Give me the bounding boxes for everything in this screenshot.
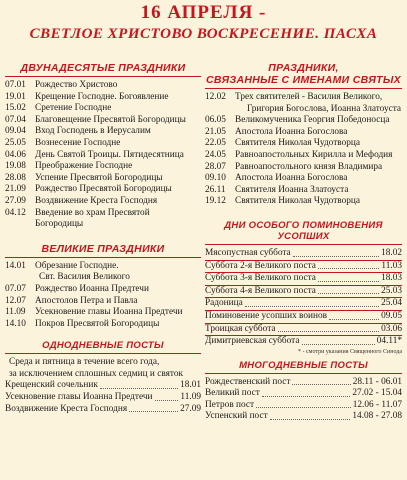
left-column (5, 62, 201, 415)
item-date: 07.04 (5, 114, 26, 125)
item-name: Апостола Иоанна Богослова (235, 126, 348, 137)
multi-day-fasts-list (205, 377, 402, 423)
item-name: Апостола Иоанна Богослова (235, 173, 348, 184)
memorial-days-heading: ДНИ ОСОБОГО ПОМИНОВЕНИЯ УСОПШИХ (205, 220, 402, 245)
list-item (5, 115, 201, 127)
title-line-1: 16 АПРЕЛЯ - (140, 2, 267, 23)
item-date: 21.05 (205, 126, 226, 137)
item-date: 27.09 (5, 195, 26, 206)
item-name: Усекновение главы Иоанна Предтечи (35, 307, 183, 318)
item-name: Суббота 2-я Великого поста (205, 260, 316, 271)
item-value: 27.09 (180, 403, 201, 414)
list-item (205, 162, 402, 174)
item-name: Поминовение усопших воинов (205, 310, 327, 321)
named-feasts-heading-1: ПРАЗДНИКИ, (268, 62, 339, 74)
item-name: Свт. Василия Великого (39, 272, 130, 283)
named-feasts-list (205, 92, 402, 208)
list-item (205, 324, 402, 337)
item-name: День Святой Троицы. Пятидесятница (35, 149, 184, 160)
item-value: 03.06 (381, 323, 402, 334)
one-day-fasts-heading: ОДНОДНЕВНЫЕ ПОСТЫ (5, 340, 201, 354)
item-value: 28.11 - 06.01 (352, 376, 402, 387)
item-value: 18.03 (381, 273, 402, 284)
item-name: Вознесение Господне (35, 137, 121, 148)
item-name: Суббота 3-я Великого поста (205, 273, 316, 284)
item-name: Мясопустная суббота (205, 247, 291, 258)
item-value: 11.03 (381, 260, 402, 271)
list-item (205, 185, 402, 197)
list-item (5, 184, 201, 196)
list-item (205, 336, 402, 348)
list-item (205, 104, 402, 116)
item-value: 27.02 - 15.04 (352, 388, 402, 399)
item-name: Апостолов Петра и Павла (35, 295, 138, 306)
right-column (205, 62, 402, 423)
item-name: Воздвижение Креста Господня (5, 403, 128, 414)
item-name: Равноапостольных Кирилла и Мефодия (235, 149, 393, 160)
item-value: 12.06 - 11.07 (352, 399, 402, 410)
item-date: 15.02 (5, 103, 26, 114)
item-name: Обрезание Господне. (35, 260, 119, 271)
list-item (205, 173, 402, 185)
list-item (205, 261, 402, 274)
item-date: 14.01 (5, 260, 26, 271)
list-item (205, 286, 402, 299)
item-name: Рождество Христово (35, 80, 118, 90)
twelve-feasts-heading: ДВУНАДЕСЯТЫЕ ПРАЗДНИКИ (5, 62, 201, 77)
item-date: 19.01 (5, 91, 26, 102)
item-date: 12.07 (5, 295, 26, 306)
item-date: 09.04 (5, 126, 26, 137)
list-item (5, 196, 201, 208)
item-date: 11.09 (5, 307, 26, 318)
title-line-2: СВЕТЛОЕ ХРИСТОВО ВОСКРЕСЕНИЕ. ПАСХА (29, 26, 378, 42)
item-date: 19.12 (205, 196, 226, 207)
list-item (205, 92, 402, 104)
list-item (5, 307, 201, 319)
item-name: Трех святителей - Василия Великого, (235, 92, 383, 102)
list-item (5, 103, 201, 115)
item-date: 14.10 (5, 318, 26, 329)
list-item (5, 392, 201, 404)
item-name: Крещение Господне. Богоявление (35, 91, 169, 102)
list-item (5, 208, 201, 220)
multi-day-fasts-heading: МНОГОДНЕВНЫЕ ПОСТЫ (205, 360, 402, 374)
item-date: 06.05 (205, 115, 226, 126)
fasts-text-2: за исключением сплошных седмиц и святок (9, 368, 184, 379)
dotted-leader (329, 311, 379, 320)
twelve-feasts-list (5, 80, 201, 231)
list-item (205, 138, 402, 150)
list-item (5, 380, 201, 392)
item-value: 25.04 (381, 298, 402, 309)
item-name: Усекновение главы Иоанна Предтечи (5, 392, 153, 403)
great-feasts-heading: ВЕЛИКИЕ ПРАЗДНИКИ (5, 243, 201, 258)
item-name: Радоница (205, 298, 243, 309)
item-date: 26.11 (205, 184, 226, 195)
dotted-leader (256, 400, 351, 409)
dotted-leader (318, 286, 379, 295)
list-item (205, 127, 402, 139)
item-name: Покров Пресвятой Богородицы (35, 318, 160, 329)
fasts-text-1: Среда и пятница в течение всего года, (9, 357, 160, 368)
item-name: Рождество Иоанна Предтечи (35, 283, 149, 294)
list-item (5, 173, 201, 185)
item-date: 07.01 (5, 80, 26, 90)
item-name: Великий пост (205, 388, 260, 399)
item-value: 18.01 (180, 380, 201, 391)
item-date (205, 104, 235, 116)
item-value: 09.05 (381, 310, 402, 321)
list-item (5, 161, 201, 173)
item-name: Святителя Николая Чудотворца (235, 196, 360, 207)
list-item (205, 411, 402, 423)
list-item-continuation: Богородицы (35, 219, 84, 230)
list-item (5, 404, 201, 416)
list-item (5, 296, 201, 308)
list-item (5, 284, 201, 296)
item-name: Григория Богослова, Иоанна Златоуста (247, 103, 402, 114)
list-item (5, 261, 201, 273)
dotted-leader (318, 273, 379, 282)
item-name: Сретение Господне (35, 103, 112, 114)
dotted-leader (318, 261, 379, 270)
item-date: 28.08 (5, 172, 26, 183)
item-name: Великомученика Георгия Победоносца (235, 115, 390, 126)
dotted-leader (270, 411, 351, 420)
item-name: Успение Пресвятой Богородицы (35, 172, 163, 183)
list-item (5, 150, 201, 162)
item-name: Святителя Иоанна Златоуста (235, 184, 349, 195)
item-name: Святителя Николая Чудотворца (235, 138, 360, 149)
dotted-leader (129, 404, 178, 413)
list-item (205, 115, 402, 127)
item-name: Вход Господень в Иерусалим (35, 126, 151, 137)
item-date: 04.12 (5, 207, 26, 218)
item-value: 25.03 (381, 285, 402, 296)
item-name: Введение во храм Пресвятой (35, 207, 150, 218)
list-item (5, 272, 201, 284)
list-item (205, 273, 402, 286)
item-value: 04.11* (376, 336, 402, 347)
item-value: 11.09 (180, 392, 201, 403)
footnote: * - смотри указания Священного Синода (298, 348, 402, 355)
item-name: Благовещение Пресвятой Богородицы (35, 114, 186, 125)
list-item (205, 377, 402, 389)
named-feasts-heading-2: СВЯЗАННЫЕ С ИМЕНАМИ СВЯТЫХ (205, 74, 402, 89)
item-value: 14.08 - 27.08 (352, 411, 402, 422)
list-item (5, 319, 201, 331)
dotted-leader (278, 324, 380, 333)
item-date: 12.02 (205, 92, 226, 102)
dotted-leader (245, 298, 379, 307)
list-item (5, 138, 201, 150)
list-item (205, 400, 402, 412)
item-date: 28.07 (205, 161, 226, 172)
item-name: Воздвижение Креста Господня (35, 195, 158, 206)
list-item (5, 126, 201, 138)
dotted-leader (293, 248, 379, 257)
item-date: 04.06 (5, 149, 26, 160)
list-item (205, 150, 402, 162)
item-date: 21.09 (5, 184, 26, 195)
list-item (205, 298, 402, 311)
item-name: Крещенский сочельник (5, 380, 98, 391)
list-item (205, 248, 402, 261)
list-item (205, 196, 402, 208)
item-name: Рождество Пресвятой Богородицы (35, 184, 172, 195)
item-name: Димитриевская суббота (205, 336, 300, 347)
item-name: Петров пост (205, 399, 255, 410)
item-name: Успенский пост (205, 411, 268, 422)
item-name: Преображение Господне (35, 161, 133, 172)
dotted-leader (302, 336, 375, 345)
dotted-leader (155, 392, 179, 401)
item-date: 19.08 (5, 161, 26, 172)
memorial-days-list (205, 248, 402, 356)
item-name: Суббота 4-я Великого поста (205, 285, 316, 296)
item-name: Троицкая суббота (205, 323, 276, 334)
item-name: Рождественский пост (205, 376, 291, 387)
item-date: 07.07 (5, 283, 26, 294)
list-item (205, 388, 402, 400)
list-item (205, 311, 402, 324)
item-name: Равноапостольного князя Владимира (235, 161, 383, 172)
list-item (5, 80, 201, 92)
dotted-leader (292, 377, 350, 386)
item-value: 18.02 (381, 247, 402, 258)
item-date: 24.05 (205, 149, 226, 160)
item-date: 25.05 (5, 137, 26, 148)
list-item (5, 92, 201, 104)
great-feasts-list (5, 261, 201, 331)
dotted-leader (100, 380, 178, 389)
item-date: 09.10 (205, 173, 226, 184)
dotted-leader (262, 388, 351, 397)
item-date: 22.05 (205, 138, 226, 149)
item-date (5, 272, 35, 284)
